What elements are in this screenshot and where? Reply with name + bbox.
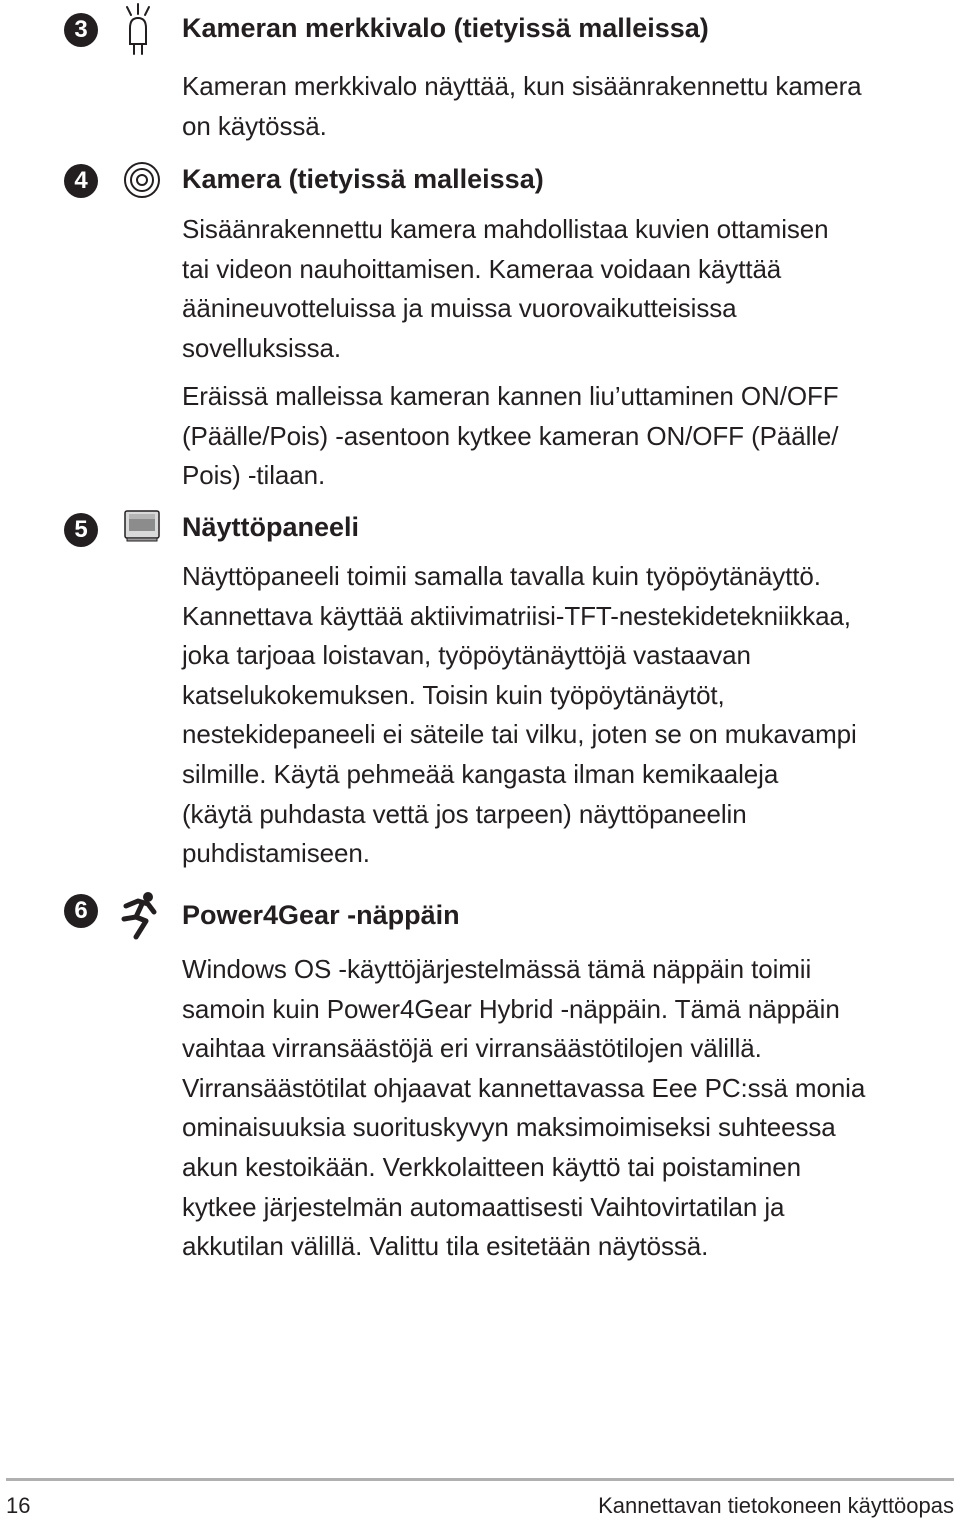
text-line: Pois) -tilaan. bbox=[182, 460, 326, 491]
section-text bbox=[182, 377, 957, 496]
section-title-display-panel: Näyttöpaneeli bbox=[182, 512, 360, 542]
text-line: nestekidepaneeli ei säteile tai vilku, joten se on mukavampi bbox=[182, 719, 857, 750]
text-line: silmille. Käytä pehmeää kangasta ilman kemikaaleja bbox=[182, 758, 779, 789]
text-line: katselukokemuksen. Toisin kuin työpöytänäytöt, bbox=[182, 679, 725, 710]
callout-number-3: 3 bbox=[64, 13, 98, 47]
text-line: (Päälle/Pois) -asentoon kytkee kameran ON/OFF (Päälle/ bbox=[182, 420, 839, 451]
text-line: Kannettava käyttää aktiivimatriisi-TFT-nestekidetekniikkaa, bbox=[182, 600, 851, 631]
text-line: puhdistamiseen. bbox=[182, 838, 370, 869]
text-line: sovelluksissa. bbox=[182, 332, 341, 363]
page-number: 16 bbox=[6, 1493, 31, 1518]
section-title-camera-indicator: Kameran merkkivalo (tietyissä malleissa) bbox=[182, 13, 709, 43]
text-line: on käytössä. bbox=[182, 110, 327, 141]
power4gear-running-icon bbox=[118, 890, 162, 940]
section-text bbox=[182, 950, 957, 1267]
text-line: samoin kuin Power4Gear Hybrid -näppäin. Tämä näppäin bbox=[182, 993, 840, 1024]
text-line: ominaisuuksia suorituskyvyn maksimoimiseksi suhteessa bbox=[182, 1112, 836, 1143]
text-line: vaihtaa virransäästöjä eri virransäästötilojen välillä. bbox=[182, 1033, 762, 1064]
document-title: Kannettavan tietokoneen käyttöopas bbox=[598, 1493, 954, 1518]
section-text bbox=[182, 557, 957, 874]
text-line: joka tarjoaa loistavan, työpöytänäyttöjä vastaavan bbox=[182, 640, 751, 671]
text-line: akkutilan välillä. Valittu tila esitetään näytössä. bbox=[182, 1231, 709, 1262]
text-line: Virransäästötilat ohjaavat kannettavassa Eee PC:ssä monia bbox=[182, 1072, 866, 1103]
text-line: kytkee järjestelmän automaattisesti Vaihtovirtatilan ja bbox=[182, 1191, 785, 1222]
text-line: Windows OS -käyttöjärjestelmässä tämä näppäin toimii bbox=[182, 954, 812, 984]
callout-number-5: 5 bbox=[64, 513, 98, 547]
section-title-power4gear: Power4Gear -näppäin bbox=[182, 900, 460, 930]
section-title-camera: Kamera (tietyissä malleissa) bbox=[182, 164, 544, 194]
camera-lens-icon bbox=[122, 160, 162, 200]
text-line: Näyttöpaneeli toimii samalla tavalla kuin työpöytänäyttö. bbox=[182, 561, 821, 591]
section-text bbox=[182, 67, 957, 146]
callout-number-4: 4 bbox=[64, 164, 98, 198]
callout-number-6: 6 bbox=[64, 894, 98, 928]
display-panel-icon bbox=[124, 510, 160, 542]
text-line: tai videon nauhoittamisen. Kameraa voidaan käyttää bbox=[182, 253, 782, 284]
text-line: Eräissä malleissa kameran kannen liu’uttaminen ON/OFF bbox=[182, 381, 839, 411]
text-line: äänineuvotteluissa ja muissa vuorovaikutteisissa bbox=[182, 293, 737, 324]
text-line: (käytä puhdasta vettä jos tarpeen) näyttöpaneelin bbox=[182, 798, 747, 829]
text-line: Kameran merkkivalo näyttää, kun sisäänrakennettu kamera bbox=[182, 71, 862, 101]
text-line: Sisäänrakennettu kamera mahdollistaa kuvien ottamisen bbox=[182, 214, 829, 244]
text-line: akun kestoikään. Verkkolaitteen käyttö tai poistaminen bbox=[182, 1151, 801, 1182]
footer-divider bbox=[6, 1478, 954, 1481]
section-text bbox=[182, 210, 957, 368]
camera-indicator-icon bbox=[120, 2, 156, 56]
